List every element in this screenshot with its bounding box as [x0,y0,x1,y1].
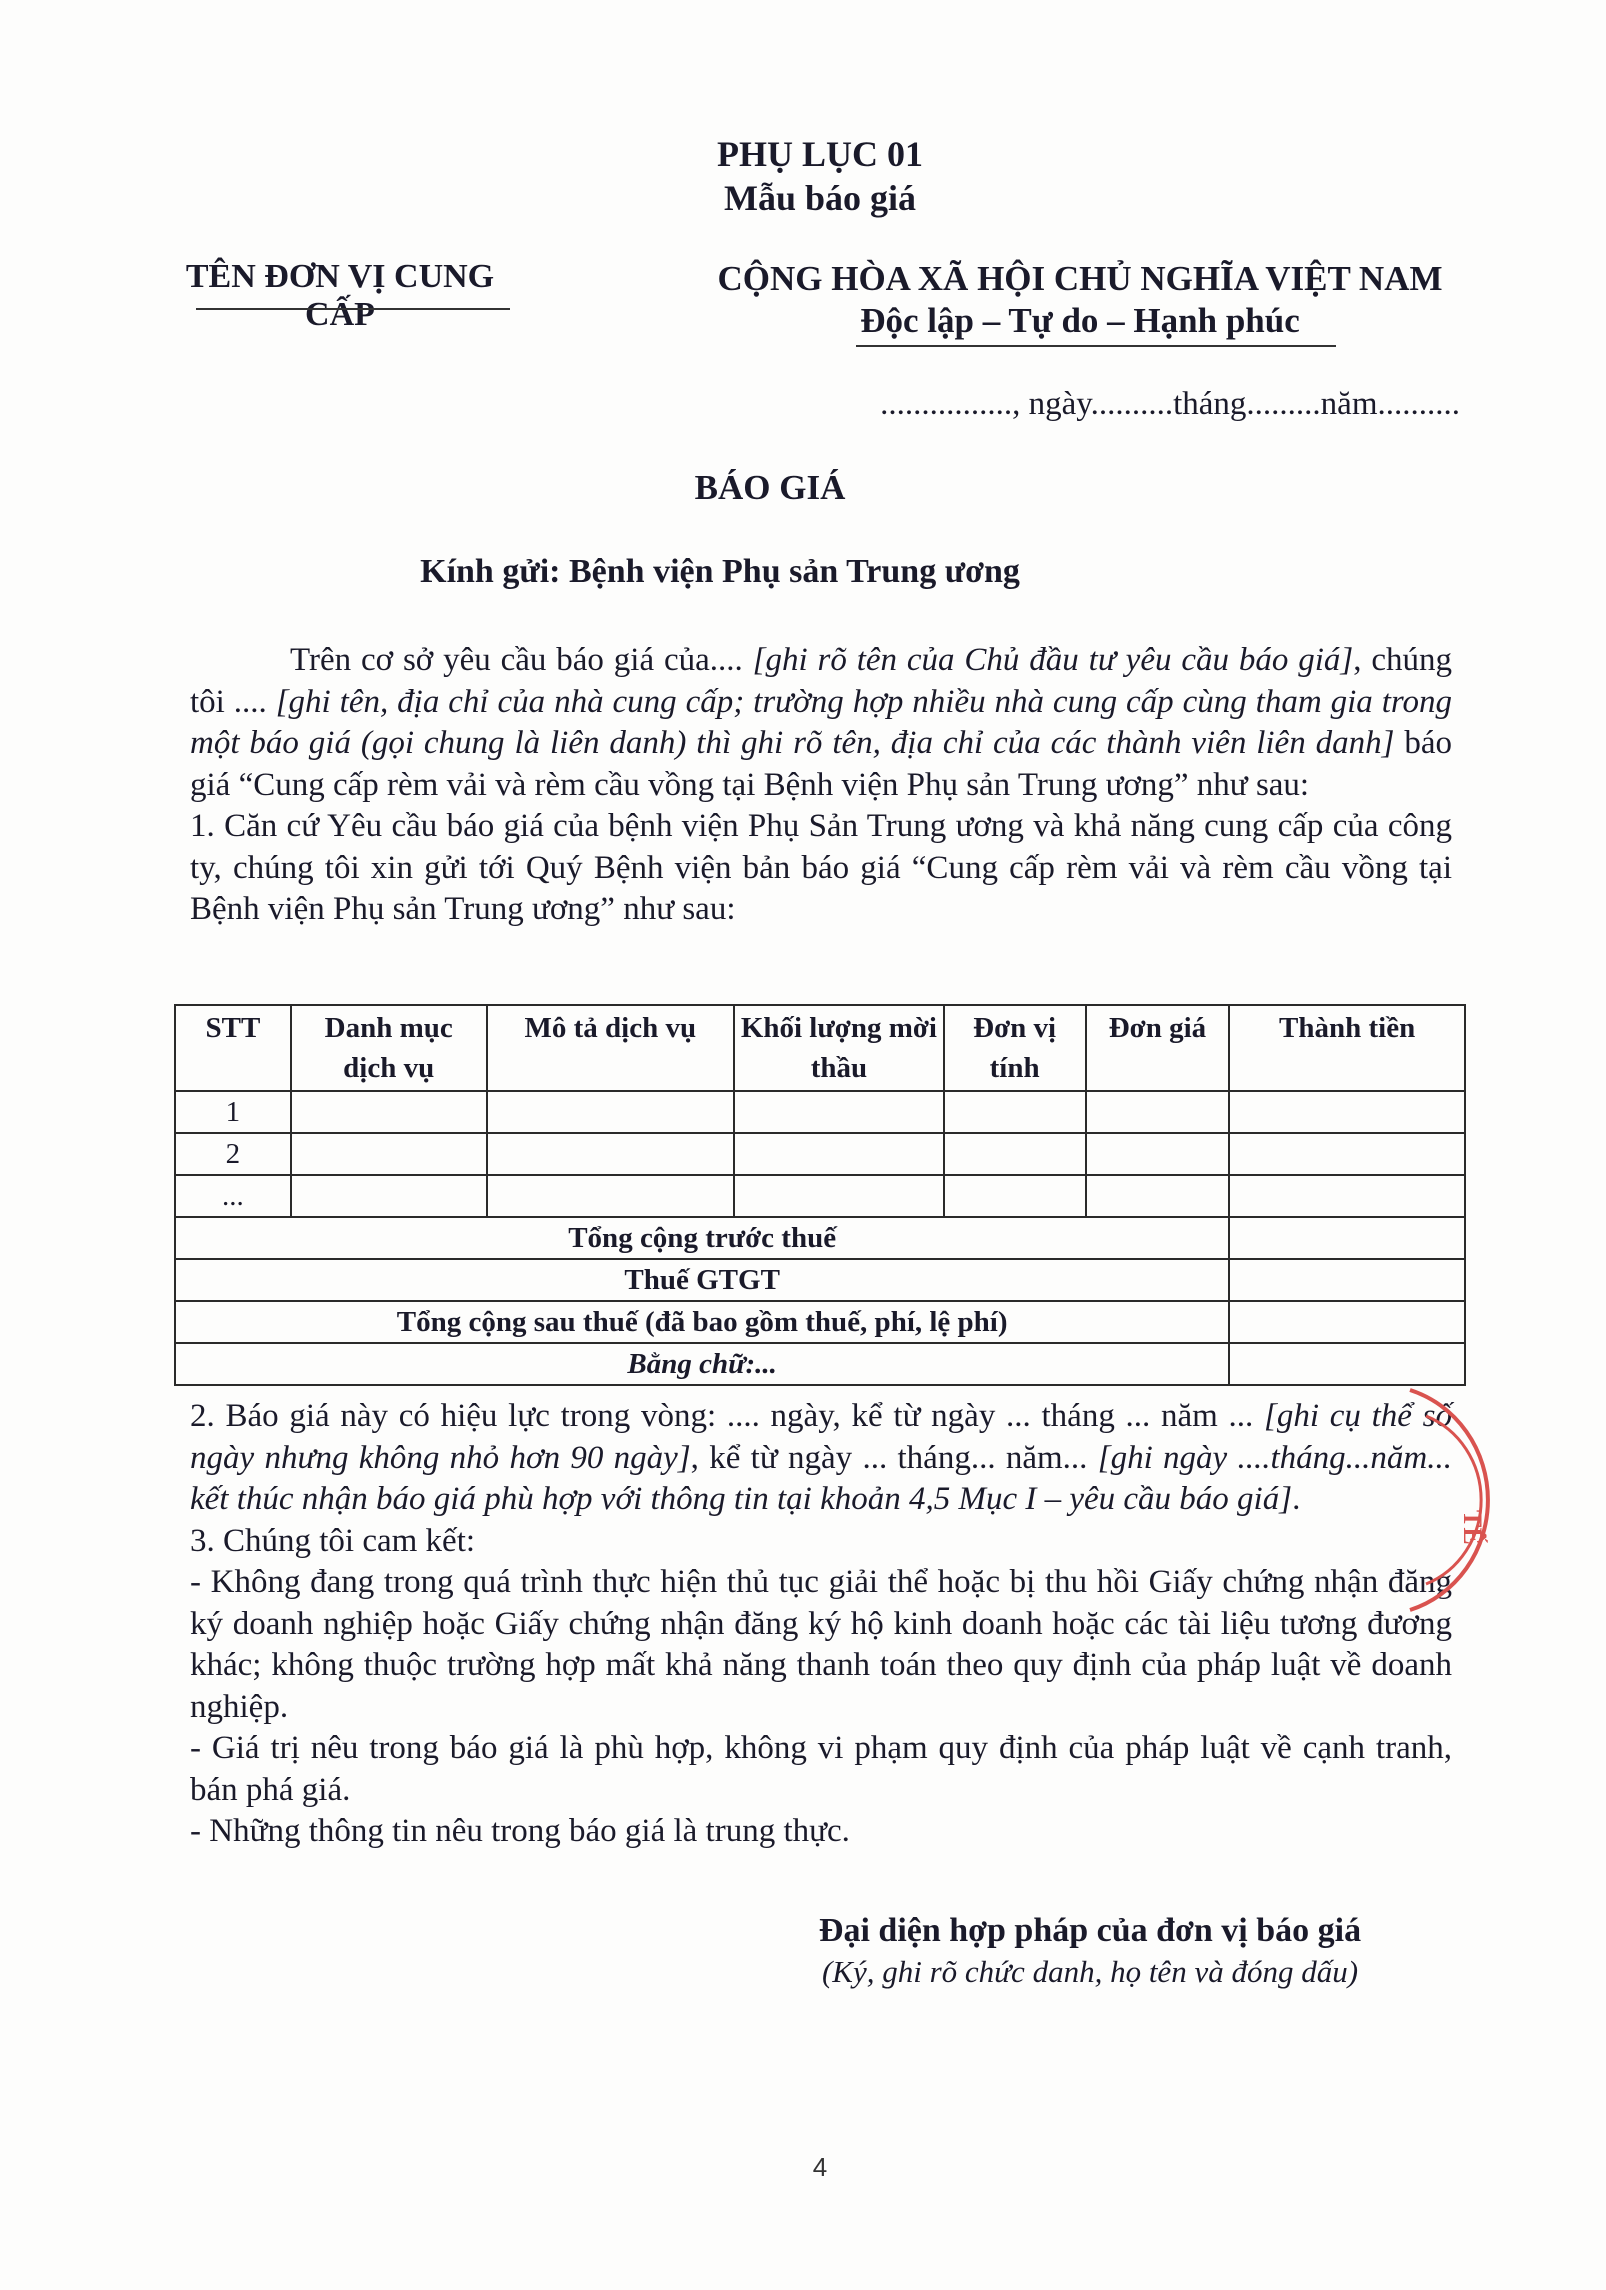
in-words-row [175,1343,1465,1385]
date-line: ................, ngày..........tháng.........năm.......... [880,386,1460,422]
table-header-row [175,1005,1465,1091]
header-unit: Đơn vị tính [944,1005,1086,1091]
signer-note: (Ký, ghi rõ chức danh, họ tên và đóng dấu) [821,1954,1359,1989]
nation-name: CỘNG HÒA XÃ HỘI CHỦ NGHĨA VIỆT NAM [717,259,1443,298]
row-number: 2 [175,1133,291,1175]
header-amount: Thành tiền [1229,1005,1465,1091]
header-unit-price: Đơn giá [1086,1005,1230,1091]
item-1-paragraph: 1. Căn cứ Yêu cầu báo giá của bệnh viện Phụ Sản Trung ương và khả năng cung cấp của công ty, chúng tôi xin gửi tới Quý Bệnh viện bản báo giá “Cung cấp rèm vải và rèm cầu vồng tại Bệnh viện Phụ sản Trung ương” như sau: [190,808,1452,927]
header-service-description: Mô tả dịch vụ [487,1005,735,1091]
terms-section [190,1396,1452,1853]
national-motto: Độc lập – Tự do – Hạnh phúc [860,301,1300,340]
commitment-item: - Giá trị nêu trong báo giá là phù hợp, không vi phạm quy định của pháp luật về cạnh tranh, bán phá giá. [190,1730,1452,1808]
svg-text:TẾ: TẾ [1458,1510,1487,1545]
document-title: BÁO GIÁ [694,468,846,507]
recipient-line: Kính gửi: Bệnh viện Phụ sản Trung ương [420,553,1020,590]
signer-title: Đại diện hợp pháp của đơn vị báo giá [818,1912,1362,1949]
subtotal-row [175,1217,1465,1259]
intro-paragraph: Trên cơ sở yêu cầu báo giá của.... [ghi rõ tên của Chủ đầu tư yêu cầu báo giá], chúng tôi .... [ghi tên, địa chỉ của nhà cung cấp; trường hợp nhiều nhà cung cấp cùng tham gia trong một báo giá (gọi chung là liên danh) thì ghi rõ tên, địa chỉ của các thành viên liên danh] báo giá “Cung cấp rèm vải và rèm cầu vồng tại Bệnh viện Phụ sản Trung ương” như sau: [190,642,1452,803]
row-number: ... [175,1175,291,1217]
page-number: 4 [812,2152,828,2182]
supplier-underline [196,308,510,310]
intro-section [190,640,1452,931]
national-header [700,258,1460,342]
commitment-item: - Những thông tin nêu trong báo giá là trung thực. [190,1813,850,1849]
commitment-item: - Không đang trong quá trình thực hiện thủ tục giải thể hoặc bị thu hồi Giấy chứng nhận đăng ký doanh nghiệp hoặc Giấy chứng nhận đăng ký hộ kinh doanh hoặc các tài liệu tương đương khác; không thuộc trường hợp mất khả năng thanh toán theo quy định của pháp luật về doanh nghiệp. [190,1564,1452,1725]
motto-underline [856,345,1336,347]
vat-row [175,1259,1465,1301]
total-label: Tổng cộng sau thuế (đã bao gồm thuế, phí, lệ phí) [175,1301,1229,1343]
header-quantity: Khối lượng mời thầu [734,1005,944,1091]
vat-label: Thuế GTGT [175,1259,1229,1301]
quotation-table [174,1004,1466,1386]
item-2-paragraph: 2. Báo giá này có hiệu lực trong vòng: .... ngày, kể từ ngày ... tháng ... năm ... [ghi cụ thể số ngày nhưng không nhỏ hơn 90 ngày], kể từ ngày ... tháng... năm... [ghi ngày ....tháng...năm... kết thúc nhận báo giá phù hợp với thông tin tại khoản 4,5 Mục I – yêu cầu báo giá]. [190,1398,1452,1517]
partial-stamp-icon [1400,1380,1520,1620]
in-words-label: Bằng chữ:... [175,1343,1229,1385]
table-row [175,1133,1465,1175]
table-row [175,1175,1465,1217]
supplier-name-placeholder: TÊN ĐƠN VỊ CUNG CẤP [185,258,495,333]
row-number: 1 [175,1091,291,1133]
subtotal-label: Tổng cộng trước thuế [175,1217,1229,1259]
appendix-number: PHỤ LỤC 01 [717,134,923,174]
item-3-heading: 3. Chúng tôi cam kết: [190,1522,476,1559]
appendix-heading [640,132,1000,220]
total-row [175,1301,1465,1343]
header-service-item: Danh mục dịch vụ [291,1005,487,1091]
form-name: Mẫu báo giá [723,178,917,218]
header-stt: STT [175,1005,291,1091]
signature-block [740,1910,1440,1992]
table-row [175,1091,1465,1133]
